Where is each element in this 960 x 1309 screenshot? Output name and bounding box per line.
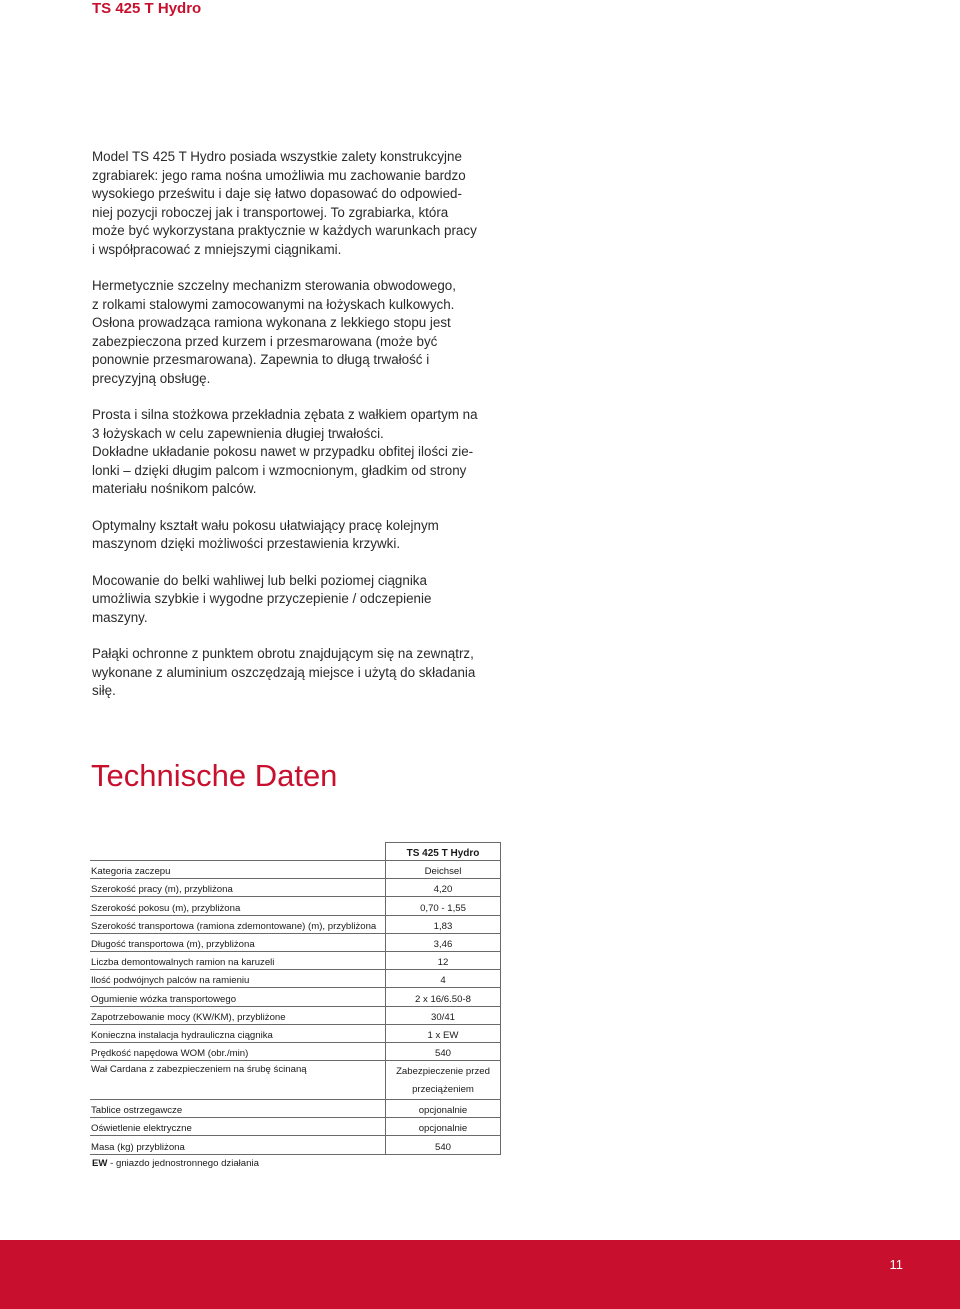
document-header-title: TS 425 T Hydro xyxy=(92,0,202,17)
row-label: Szerokość transportowa (ramiona zdemontowane) (m), przybliżona xyxy=(90,915,386,933)
table-column-header: TS 425 T Hydro xyxy=(386,843,501,861)
row-value: 3,46 xyxy=(386,933,501,951)
row-label: Ogumienie wózka transportowego xyxy=(90,988,386,1006)
row-value: 4 xyxy=(386,970,501,988)
paragraph: Mocowanie do belki wahliwej lub belki poziomej ciągnika umożliwia szybkie i wygodne przyczepienie / odczepienie maszyny. xyxy=(92,572,432,625)
table-row xyxy=(90,1024,501,1042)
footer-bar xyxy=(0,1240,960,1309)
table-header-blank xyxy=(90,843,386,861)
table-row xyxy=(90,879,501,897)
row-label: Kategoria zaczepu xyxy=(90,861,386,879)
table-row xyxy=(90,1061,501,1100)
table-row xyxy=(90,897,501,915)
table-row xyxy=(90,1006,501,1024)
table-row xyxy=(90,1136,501,1154)
table-row xyxy=(90,951,501,969)
row-label: Masa (kg) przybliżona xyxy=(90,1136,386,1154)
paragraph: Optymalny kształt wału pokosu ułatwiający pracę kolejnym maszynom dzięki możliwości przestawienia krzywki. xyxy=(92,517,439,551)
row-value: 540 xyxy=(386,1042,501,1060)
row-label: Długość transportowa (m), przybliżona xyxy=(90,933,386,951)
row-label: Prędkość napędowa WOM (obr./min) xyxy=(90,1042,386,1060)
table-row xyxy=(90,1118,501,1136)
row-label: Zapotrzebowanie mocy (KW/KM), przybliżone xyxy=(90,1006,386,1024)
row-value: 12 xyxy=(386,951,501,969)
table-row xyxy=(90,1042,501,1060)
row-label: Tablice ostrzegawcze xyxy=(90,1100,386,1118)
spec-table xyxy=(90,842,501,1155)
paragraph: Prosta i silna stożkowa przekładnia zębata z wałkiem opartym na 3 łożyskach w celu zapewnienia długiej trwałości. Dokładne układanie pokosu nawet w przypadku obfitej ilości zie- lonki – dzięki długim palcom i wzmocnionym, gładkim od strony materiału nośnikom palców. xyxy=(92,407,478,496)
table-header-row xyxy=(90,843,501,861)
row-value: 1 x EW xyxy=(386,1024,501,1042)
row-label: Liczba demontowalnych ramion na karuzeli xyxy=(90,951,386,969)
row-value: 0,70 - 1,55 xyxy=(386,897,501,915)
row-value: 2 x 16/6.50-8 xyxy=(386,988,501,1006)
row-value: opcjonalnie xyxy=(386,1100,501,1118)
row-label: Wał Cardana z zabezpieczeniem na śrubę ścinaną xyxy=(90,1061,386,1100)
row-value: Deichsel xyxy=(386,861,501,879)
row-label: Szerokość pokosu (m), przybliżona xyxy=(90,897,386,915)
footnote-abbreviation: EW xyxy=(92,1158,108,1169)
row-label: Oświetlenie elektryczne xyxy=(90,1118,386,1136)
page-number: 11 xyxy=(889,1257,903,1272)
table-row xyxy=(90,988,501,1006)
paragraph: Hermetycznie szczelny mechanizm sterowania obwodowego, z rolkami stalowymi zamocowanymi na łożyskach kulkowych. Osłona prowadząca ramiona wykonana z lekkiego stopu jest zabezpieczona przed kurzem i przesmarowana (może być ponownie przesmarowana). Zapewnia to długą trwałość i precyzyjną obsługę. xyxy=(92,278,456,386)
table-row xyxy=(90,915,501,933)
body-text xyxy=(92,148,512,719)
row-value: 4,20 xyxy=(386,879,501,897)
table-row xyxy=(90,861,501,879)
table-footnote xyxy=(92,1158,259,1169)
row-value: 1,83 xyxy=(386,915,501,933)
row-label: Ilość podwójnych palców na ramieniu xyxy=(90,970,386,988)
table-row xyxy=(90,970,501,988)
row-value: 30/41 xyxy=(386,1006,501,1024)
table-row xyxy=(90,933,501,951)
footnote-text: - gniazdo jednostronnego działania xyxy=(107,1158,259,1169)
table-row xyxy=(90,1100,501,1118)
section-heading: Technische Daten xyxy=(91,758,338,793)
row-value: opcjonalnie xyxy=(386,1118,501,1136)
row-label: Konieczna instalacja hydrauliczna ciągnika xyxy=(90,1024,386,1042)
paragraph: Model TS 425 T Hydro posiada wszystkie zalety konstrukcyjne zgrabiarek: jego rama nośna umożliwia mu zachowanie bardzo wysokiego prześwitu i daje się łatwo dopasować do odpowied- niej pozycji roboczej jak i transportowej. To zgrabiarka, która może być wykorzystana praktycznie w każdych warunkach pracy i współpracować z mniejszymi ciągnikami. xyxy=(92,149,477,257)
paragraph: Pałąki ochronne z punktem obrotu znajdującym się na zewnątrz, wykonane z aluminium oszczędzają miejsce i użytą do składania siłę. xyxy=(92,646,476,698)
row-value: 540 xyxy=(386,1136,501,1154)
row-label: Szerokość pracy (m), przybliżona xyxy=(90,879,386,897)
row-value: Zabezpieczenie przed przeciążeniem xyxy=(386,1061,501,1100)
